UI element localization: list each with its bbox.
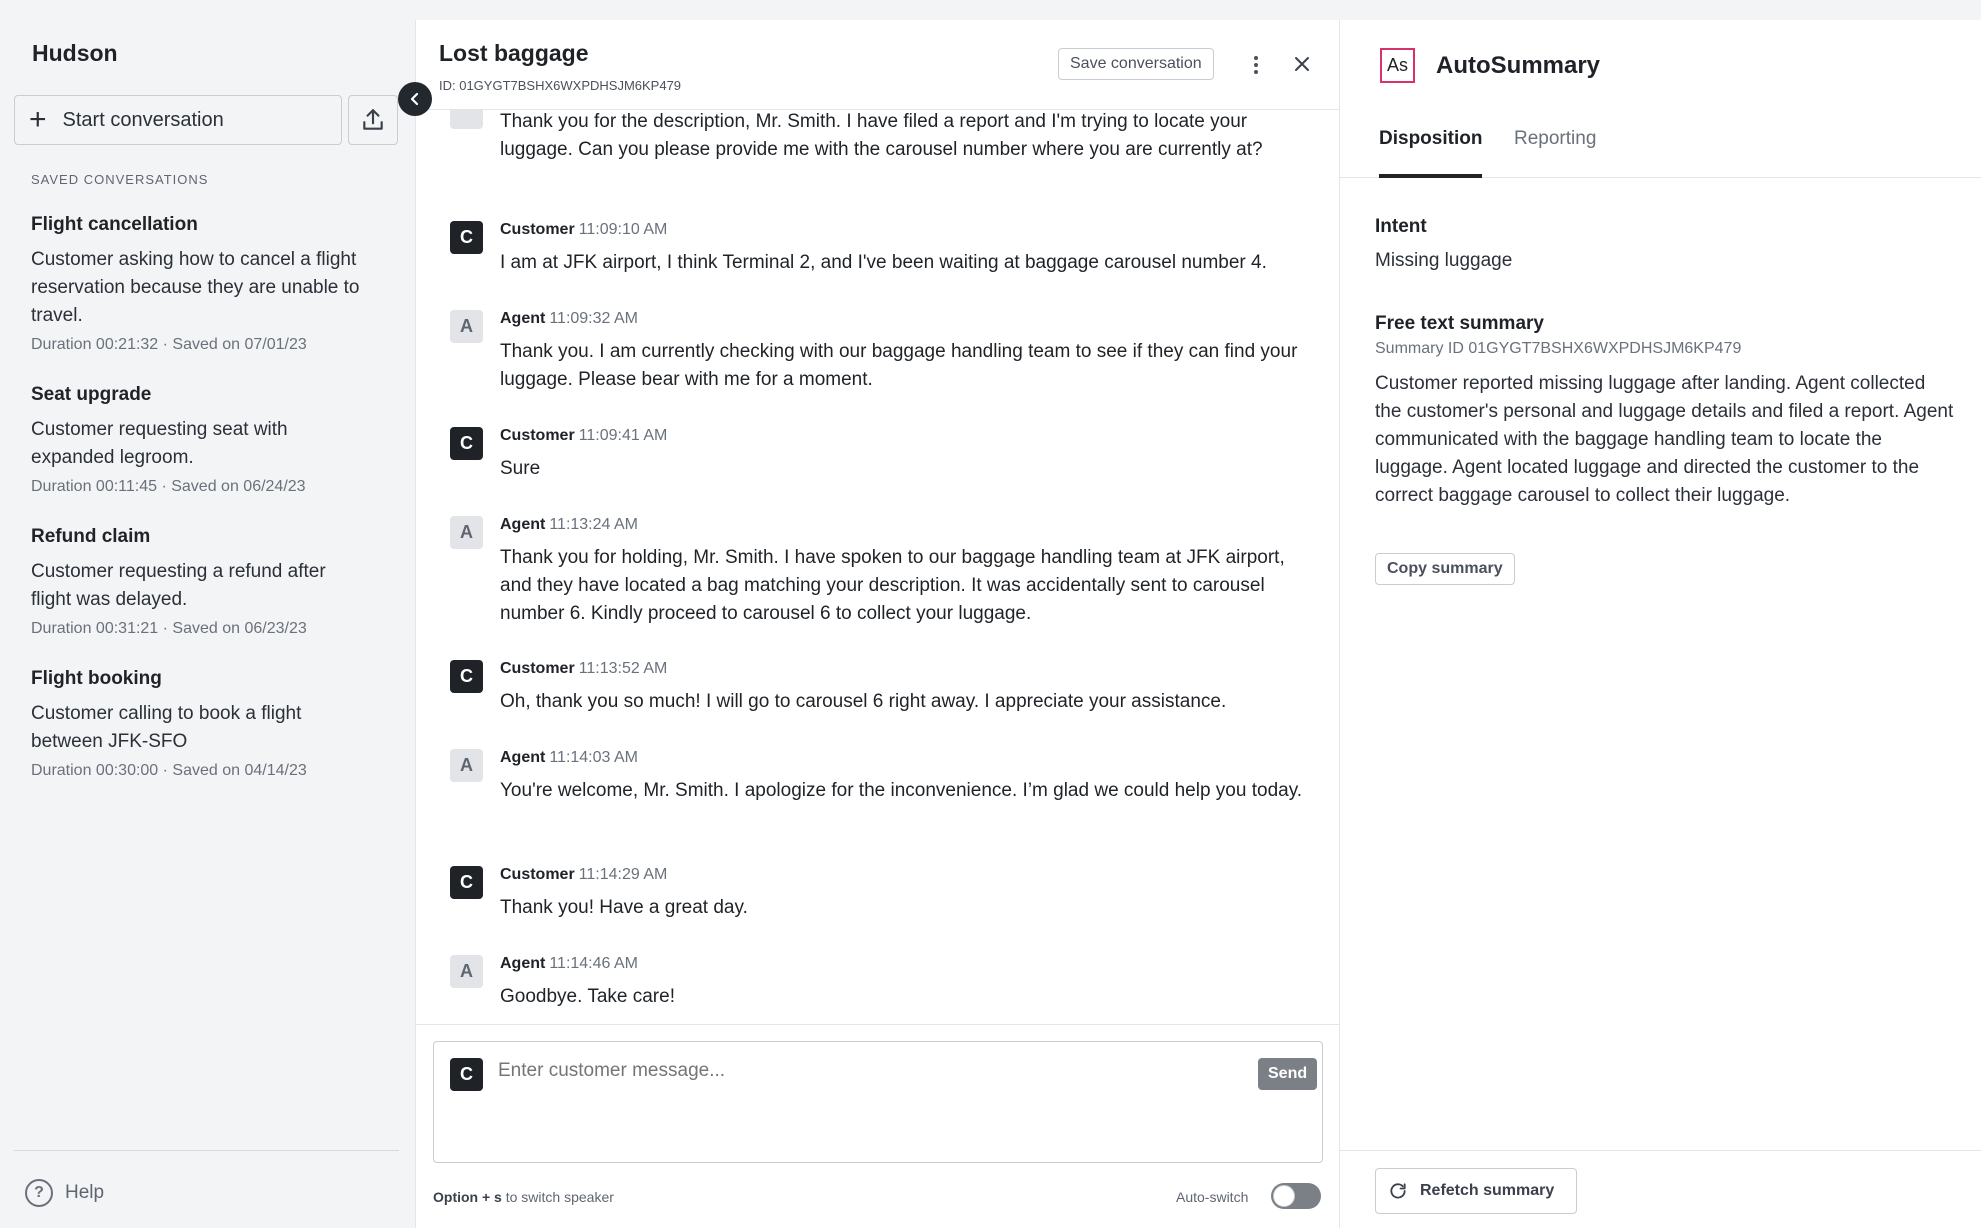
agent-avatar: A	[450, 749, 483, 782]
message-header	[500, 310, 638, 328]
summary-text: Customer reported missing luggage after landing. Agent collected the customer's personal and luggage details and filed a report. Agent communicated with the baggage handling team to locate the luggage. Agent located luggage and directed the customer to the correct baggage carousel to collect their luggage.	[1375, 373, 1954, 506]
more-options-icon[interactable]	[1246, 52, 1266, 78]
message-text: Thank you! Have a great day.	[500, 897, 748, 918]
app-title: Hudson	[32, 40, 118, 66]
collapse-sidebar-button[interactable]	[398, 82, 432, 116]
message-header	[500, 660, 667, 678]
conversation-item[interactable]	[31, 214, 361, 354]
shortcut-hint	[433, 1189, 614, 1205]
message-text: Sure	[500, 458, 541, 479]
speaker-avatar[interactable]: C	[450, 1058, 483, 1091]
message-author: Agent	[500, 955, 546, 972]
message-author: Customer	[500, 427, 575, 444]
message-composer[interactable]	[433, 1041, 1323, 1163]
conversation-meta: Duration 00:31:21 · Saved on 06/23/23	[31, 620, 307, 637]
conversation-meta: Duration 00:30:00 · Saved on 04/14/23	[31, 762, 307, 779]
composer-area	[416, 1024, 1339, 1228]
message-time: 11:13:24 AM	[549, 516, 638, 533]
shortcut-text: to switch speaker	[501, 1189, 614, 1205]
message-input[interactable]	[498, 1060, 1198, 1082]
tab-reporting[interactable]: Reporting	[1514, 128, 1597, 149]
message-text: Oh, thank you so much! I will go to carousel 6 right away. I appreciate your assistance.	[500, 691, 1227, 712]
message-author: Agent	[500, 310, 546, 327]
conversation-title: Flight booking	[31, 668, 162, 689]
message-header	[500, 427, 667, 445]
tab-disposition[interactable]: Disposition	[1379, 128, 1482, 178]
copy-summary-button[interactable]: Copy summary	[1375, 553, 1515, 585]
shortcut-key: Option + s	[433, 1189, 502, 1205]
sidebar-divider	[14, 1150, 399, 1151]
customer-avatar: C	[450, 427, 483, 460]
chat-panel	[415, 20, 1340, 1228]
send-button[interactable]: Send	[1258, 1058, 1317, 1090]
message-text: I am at JFK airport, I think Terminal 2, and I've been waiting at baggage carousel number 4.	[500, 252, 1267, 273]
conversation-title: Flight cancellation	[31, 214, 198, 235]
help-icon: ?	[25, 1179, 53, 1207]
refresh-icon	[1388, 1181, 1408, 1201]
message-author: Customer	[500, 866, 575, 883]
customer-avatar: C	[450, 221, 483, 254]
message-text: Goodbye. Take care!	[500, 986, 675, 1007]
conversation-title: Refund claim	[31, 526, 151, 547]
refetch-summary-label: Refetch summary	[1420, 1182, 1555, 1199]
conversation-meta: Duration 00:21:32 · Saved on 07/01/23	[31, 336, 307, 353]
message-time: 11:14:46 AM	[549, 955, 638, 972]
autosummary-logo: As	[1380, 48, 1415, 83]
conversation-item[interactable]	[31, 384, 361, 496]
conversation-meta: Duration 00:11:45 · Saved on 06/24/23	[31, 478, 306, 495]
conversation-description: Customer requesting a refund after flight was delayed.	[31, 561, 326, 610]
auto-switch-toggle[interactable]	[1271, 1183, 1321, 1209]
message-header	[500, 955, 638, 973]
agent-avatar: A	[450, 516, 483, 549]
customer-avatar: C	[450, 660, 483, 693]
free-text-summary-label: Free text summary	[1375, 313, 1544, 334]
plus-icon: +	[29, 103, 47, 136]
refetch-summary-button[interactable]	[1375, 1168, 1577, 1214]
conversation-title: Lost baggage	[439, 40, 589, 66]
panel-title: AutoSummary	[1436, 52, 1601, 79]
panel-divider	[1340, 1150, 1981, 1151]
agent-avatar	[450, 110, 483, 129]
conversation-title: Seat upgrade	[31, 384, 152, 405]
message-header	[500, 866, 667, 884]
message-header	[500, 516, 638, 534]
agent-avatar: A	[450, 310, 483, 343]
help-link[interactable]	[25, 1179, 104, 1207]
customer-avatar: C	[450, 866, 483, 899]
tab-bar	[1340, 128, 1981, 178]
summary-id: Summary ID 01GYGT7BSHX6WXPDHSJM6KP479	[1375, 340, 1742, 357]
sidebar	[0, 0, 415, 1228]
message-time: 11:14:03 AM	[549, 749, 638, 766]
message-time: 11:13:52 AM	[578, 660, 668, 677]
start-conversation-button[interactable]	[14, 95, 342, 145]
message-time: 11:09:10 AM	[578, 221, 668, 238]
message-time: 11:09:41 AM	[578, 427, 668, 444]
message-header	[500, 749, 638, 767]
saved-conversations-list	[31, 214, 361, 810]
chat-header	[416, 20, 1339, 110]
upload-button[interactable]	[348, 95, 398, 145]
chevron-left-icon	[407, 91, 423, 107]
auto-switch-label: Auto-switch	[1176, 1189, 1249, 1205]
message-text: Thank you for the description, Mr. Smith. I have filed a report and I'm trying to locate your luggage. Can you please provide me with the carousel number where you are currently at?	[500, 111, 1263, 160]
message-author: Agent	[500, 516, 546, 533]
message-author: Customer	[500, 660, 575, 677]
message-header	[500, 221, 667, 239]
toggle-knob	[1273, 1185, 1295, 1207]
agent-avatar: A	[450, 955, 483, 988]
intent-label: Intent	[1375, 216, 1427, 237]
conversation-item[interactable]	[31, 668, 361, 780]
close-icon[interactable]	[1290, 52, 1314, 76]
conversation-description: Customer calling to book a flight between JFK-SFO	[31, 703, 302, 752]
autosummary-panel	[1340, 20, 1981, 1228]
intent-value: Missing luggage	[1375, 250, 1513, 271]
saved-conversations-header: SAVED CONVERSATIONS	[31, 172, 209, 187]
save-conversation-button[interactable]: Save conversation	[1058, 48, 1214, 80]
conversation-description: Customer requesting seat with expanded legroom.	[31, 419, 288, 468]
message-list	[416, 110, 1339, 1040]
message-text: Thank you for holding, Mr. Smith. I have spoken to our baggage handling team at JFK airport, and they have located a bag matching your description. It was accidentally sent to carousel number 6. Kindly proceed to carousel 6 to collect your luggage.	[500, 547, 1285, 624]
upload-icon	[360, 107, 386, 133]
conversation-item[interactable]	[31, 526, 361, 638]
message-author: Agent	[500, 749, 546, 766]
start-conversation-label: Start conversation	[62, 108, 224, 131]
message-author: Customer	[500, 221, 575, 238]
conversation-id: ID: 01GYGT7BSHX6WXPDHSJM6KP479	[439, 78, 682, 93]
help-label: Help	[65, 1182, 105, 1203]
message-time: 11:09:32 AM	[549, 310, 638, 327]
message-time: 11:14:29 AM	[578, 866, 668, 883]
message-text: Thank you. I am currently checking with our baggage handling team to see if they can find your luggage. Please bear with me for a moment.	[500, 341, 1298, 390]
conversation-description: Customer asking how to cancel a flight reservation because they are unable to travel.	[31, 249, 360, 326]
message-text: You're welcome, Mr. Smith. I apologize for the inconvenience. I’m glad we could help you today.	[500, 780, 1303, 801]
